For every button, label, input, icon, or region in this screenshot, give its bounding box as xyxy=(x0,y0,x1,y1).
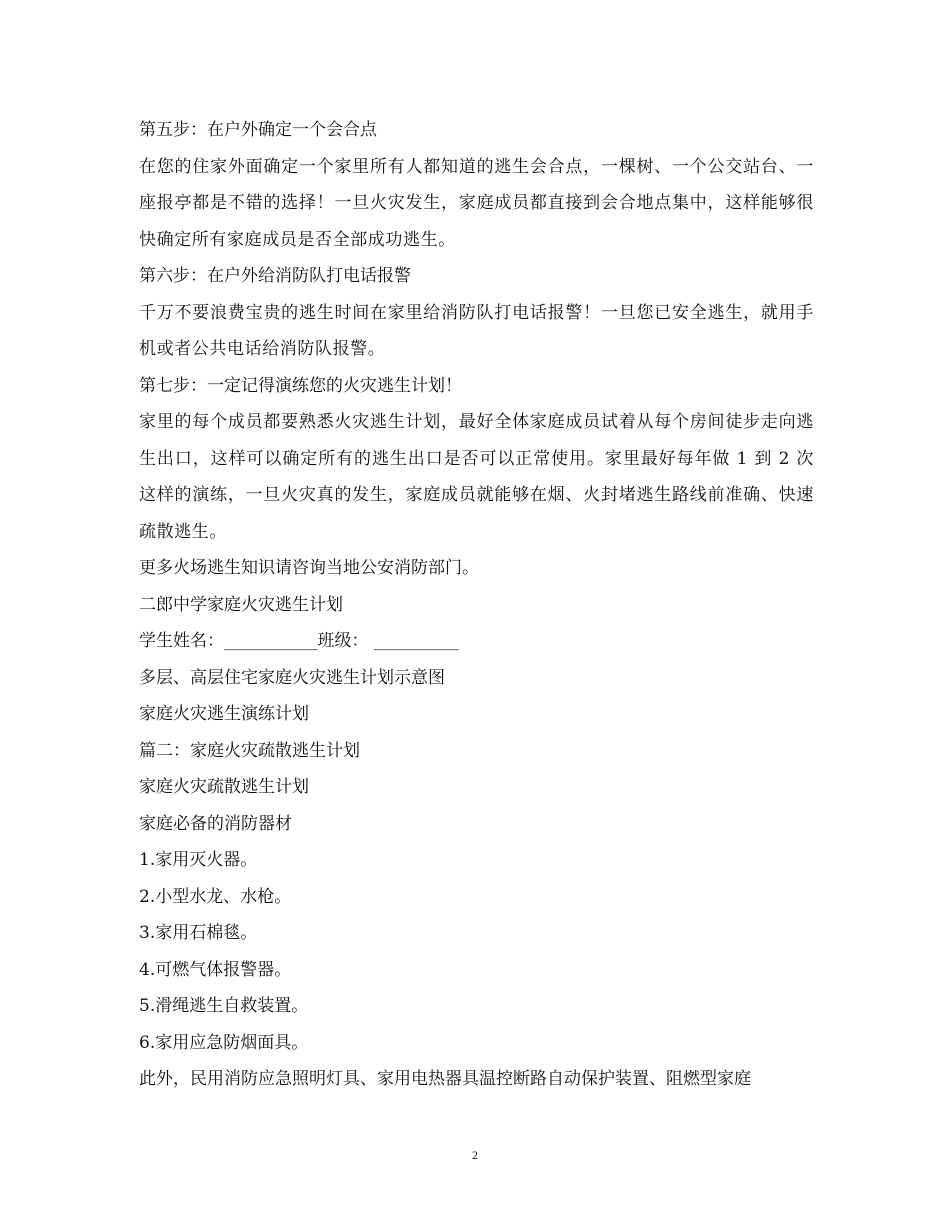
list-item: 1.家用灭火器。 xyxy=(139,850,258,870)
step-five-paragraph: 在您的住家外面确定一个家里所有人都知道的逃生会合点，一棵树、一个公交站台、一座报亭都是不错的选择！一旦火灾发生，家庭成员都直接到会合地点集中，这样能够很快确定所有家庭成员是否全部成功逃生。 xyxy=(139,156,814,250)
page-number: 2 xyxy=(472,1148,478,1162)
list-item: 6.家用应急防烟面具。 xyxy=(139,1032,309,1053)
list-item: 5.滑绳逃生自救装置。 xyxy=(139,996,309,1016)
more-info-line: 更多火场逃生知识请咨询当地公安消防部门。 xyxy=(139,558,479,578)
list-item: 2.小型水龙、水枪。 xyxy=(139,886,292,907)
section-two-heading: 篇二：家庭火灾疏散逃生计划 xyxy=(139,740,360,761)
step-five-heading: 第五步：在户外确定一个会合点 xyxy=(139,120,377,140)
student-info-line: 学生姓名：___________班级： __________ xyxy=(139,631,459,651)
diagram-title: 多层、高层住宅家庭火灾逃生计划示意图 xyxy=(139,667,445,688)
drill-plan-title: 家庭火灾逃生演练计划 xyxy=(139,704,309,724)
evacuation-plan-title: 家庭火灾疏散逃生计划 xyxy=(139,777,309,797)
step-seven-paragraph: 家里的每个成员都要熟悉火灾逃生计划，最好全体家庭成员试着从每个房间徒步走向逃生出口，这样可以确定所有的逃生出口是否可以正常使用。家里最好每年做 1 到 2 次这样的演练，一旦火灾真的发生，家庭成员就能够在烟、火封堵逃生路线前准确、快速疏散逃生。 xyxy=(139,412,814,542)
step-six-paragraph: 千万不要浪费宝贵的逃生时间在家里给消防队打电话报警！一旦您已安全逃生，就用手机或者公共电话给消防队报警。 xyxy=(139,302,814,359)
closing-paragraph: 此外，民用消防应急照明灯具、家用电热器具温控断路自动保护装置、阻燃型家庭 xyxy=(139,1069,751,1089)
step-six-heading: 第六步：在户外给消防队打电话报警 xyxy=(139,266,411,286)
step-seven-heading: 第七步：一定记得演练您的火灾逃生计划！ xyxy=(139,375,462,396)
list-item: 4.可燃气体报警器。 xyxy=(139,959,292,980)
document-body xyxy=(139,112,814,1098)
equipment-heading: 家庭必备的消防器材 xyxy=(139,813,292,834)
school-plan-title: 二郎中学家庭火灾逃生计划 xyxy=(139,594,343,615)
list-item: 3.家用石棉毯。 xyxy=(139,923,258,943)
